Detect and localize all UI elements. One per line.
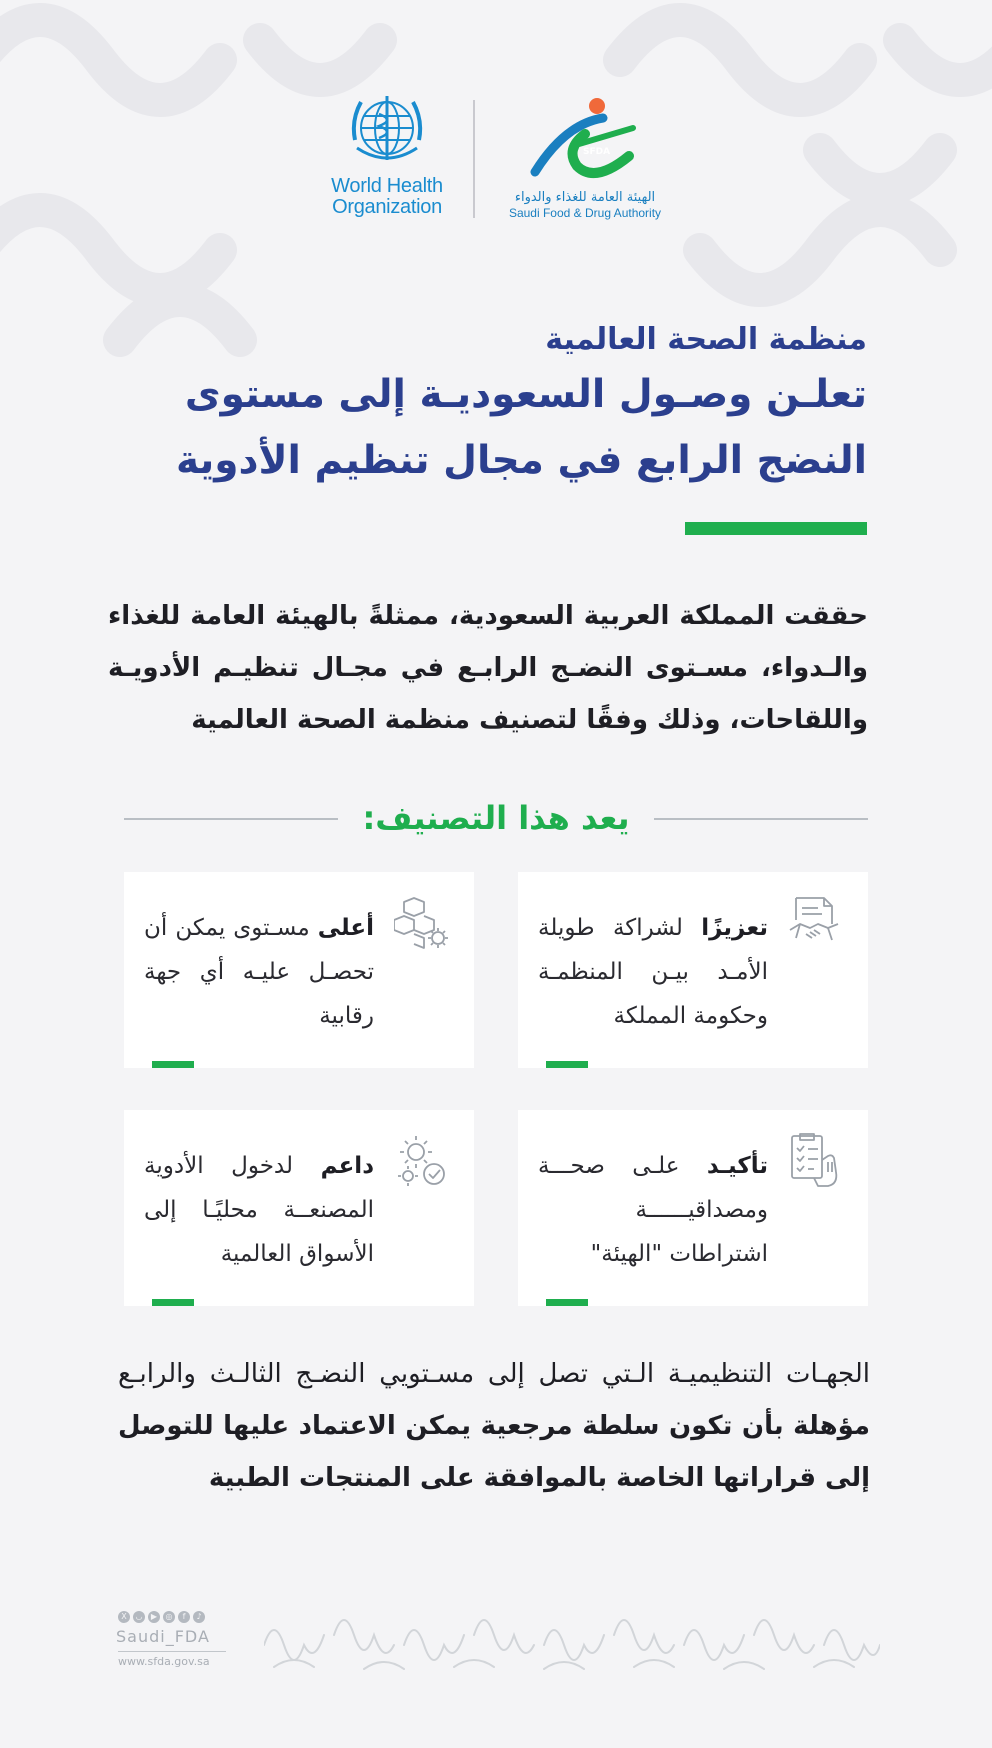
section-rule-left xyxy=(124,818,338,820)
instagram-icon[interactable]: ◎ xyxy=(163,1611,175,1623)
footer-pattern xyxy=(264,1605,880,1675)
card-partnership-body: لشراكة طويلة الأمـد بيـن المنظمـة وحكومة المملكة xyxy=(538,915,768,1029)
website-link[interactable]: www.sfda.gov.sa xyxy=(118,1655,210,1668)
sfda-logo xyxy=(495,94,675,221)
footer-divider xyxy=(118,1651,226,1652)
card-highest-level-text xyxy=(144,906,374,1038)
logo-divider xyxy=(473,100,475,218)
snapchat-icon[interactable]: ◡ xyxy=(133,1611,145,1623)
headline-title-line1: تعلـن وصـول السعوديـة إلى مستوى xyxy=(184,372,867,417)
headline-title-line2: النضج الرابع في مجال تنظيم الأدوية xyxy=(175,438,867,483)
card-accent xyxy=(546,1061,588,1068)
sfda-emblem-icon xyxy=(525,94,645,186)
card-highest-level xyxy=(124,872,474,1068)
handshake-document-icon xyxy=(788,894,844,950)
section-label: يعد هذا التصنيف: xyxy=(362,799,630,837)
who-logo xyxy=(322,90,452,218)
who-line1: World Health xyxy=(331,175,443,197)
card-accent xyxy=(152,1061,194,1068)
card-highest-level-lead: أعلى xyxy=(317,915,374,941)
facebook-icon[interactable]: f xyxy=(178,1611,190,1623)
sfda-english-name: Saudi Food & Drug Authority xyxy=(508,206,662,220)
youtube-icon[interactable]: ▶ xyxy=(148,1611,160,1623)
intro-paragraph: حققت المملكة العربية السعودية، ممثلةً بالهيئة العامة للغذاء والـدواء، مسـتوى النضـج الرابـع في مجـال تنظيـم الأدويـة واللقاحات، وذلك وفقًا لتصنيف منظمة الصحة العالمية xyxy=(108,601,868,735)
card-market-support-body: لدخول الأدوية المصنعــة محليًـا إلى الأسواق العالمية xyxy=(144,1153,374,1267)
card-credibility-lead: تأكيـد xyxy=(706,1153,768,1179)
sfda-mark: SFDA xyxy=(583,147,611,157)
card-credibility xyxy=(518,1110,868,1306)
checklist-hand-icon xyxy=(788,1132,844,1188)
card-partnership-lead: تعزيزًا xyxy=(701,915,768,941)
logo-bar xyxy=(0,90,992,230)
headline-subtitle: منظمة الصحة العالمية xyxy=(545,322,867,357)
card-credibility-text xyxy=(538,1144,768,1276)
card-accent xyxy=(546,1299,588,1306)
card-market-support-text xyxy=(144,1144,374,1276)
headline-underline xyxy=(685,522,867,535)
card-market-support-lead: داعم xyxy=(320,1153,374,1179)
section-rule-right xyxy=(654,818,868,820)
card-accent xyxy=(152,1299,194,1306)
closing-line2: مؤهلة بأن تكون سلطة مرجعية يمكن الاعتماد عليها للتوصل إلى قراراتها الخاصة بالموافقة على المنتجات الطبية xyxy=(118,1411,870,1493)
closing-paragraph xyxy=(118,1348,870,1504)
closing-line1: الجهـات التنظيميـة الـتي تصل إلى مسـتويي النضـج الثالـث والرابـع xyxy=(118,1359,870,1389)
who-emblem-icon xyxy=(345,90,429,168)
who-wordmark xyxy=(322,176,452,218)
social-handle[interactable]: Saudi_FDA xyxy=(116,1627,210,1646)
gears-check-icon xyxy=(394,1132,450,1188)
headline xyxy=(167,318,867,494)
card-partnership xyxy=(518,872,868,1068)
social-icons xyxy=(118,1611,230,1625)
section-heading xyxy=(124,792,868,844)
card-credibility-body: علـى صحـــة ومصداقيــــــة اشتراطات "الهيئة" xyxy=(538,1153,768,1267)
blocks-gear-icon xyxy=(394,894,450,950)
who-line2: Organization xyxy=(332,196,442,218)
card-highest-level-body: مسـتوى يمكن أن تحصـل عليـه أي جهة رقابية xyxy=(144,915,374,1029)
card-market-support xyxy=(124,1110,474,1306)
sfda-arabic-name: الهيئة العامة للغذاء والدواء xyxy=(514,190,656,205)
card-partnership-text xyxy=(538,906,768,1038)
footer xyxy=(114,1605,878,1675)
x-icon[interactable]: X xyxy=(118,1611,130,1623)
tiktok-icon[interactable]: ♪ xyxy=(193,1611,205,1623)
